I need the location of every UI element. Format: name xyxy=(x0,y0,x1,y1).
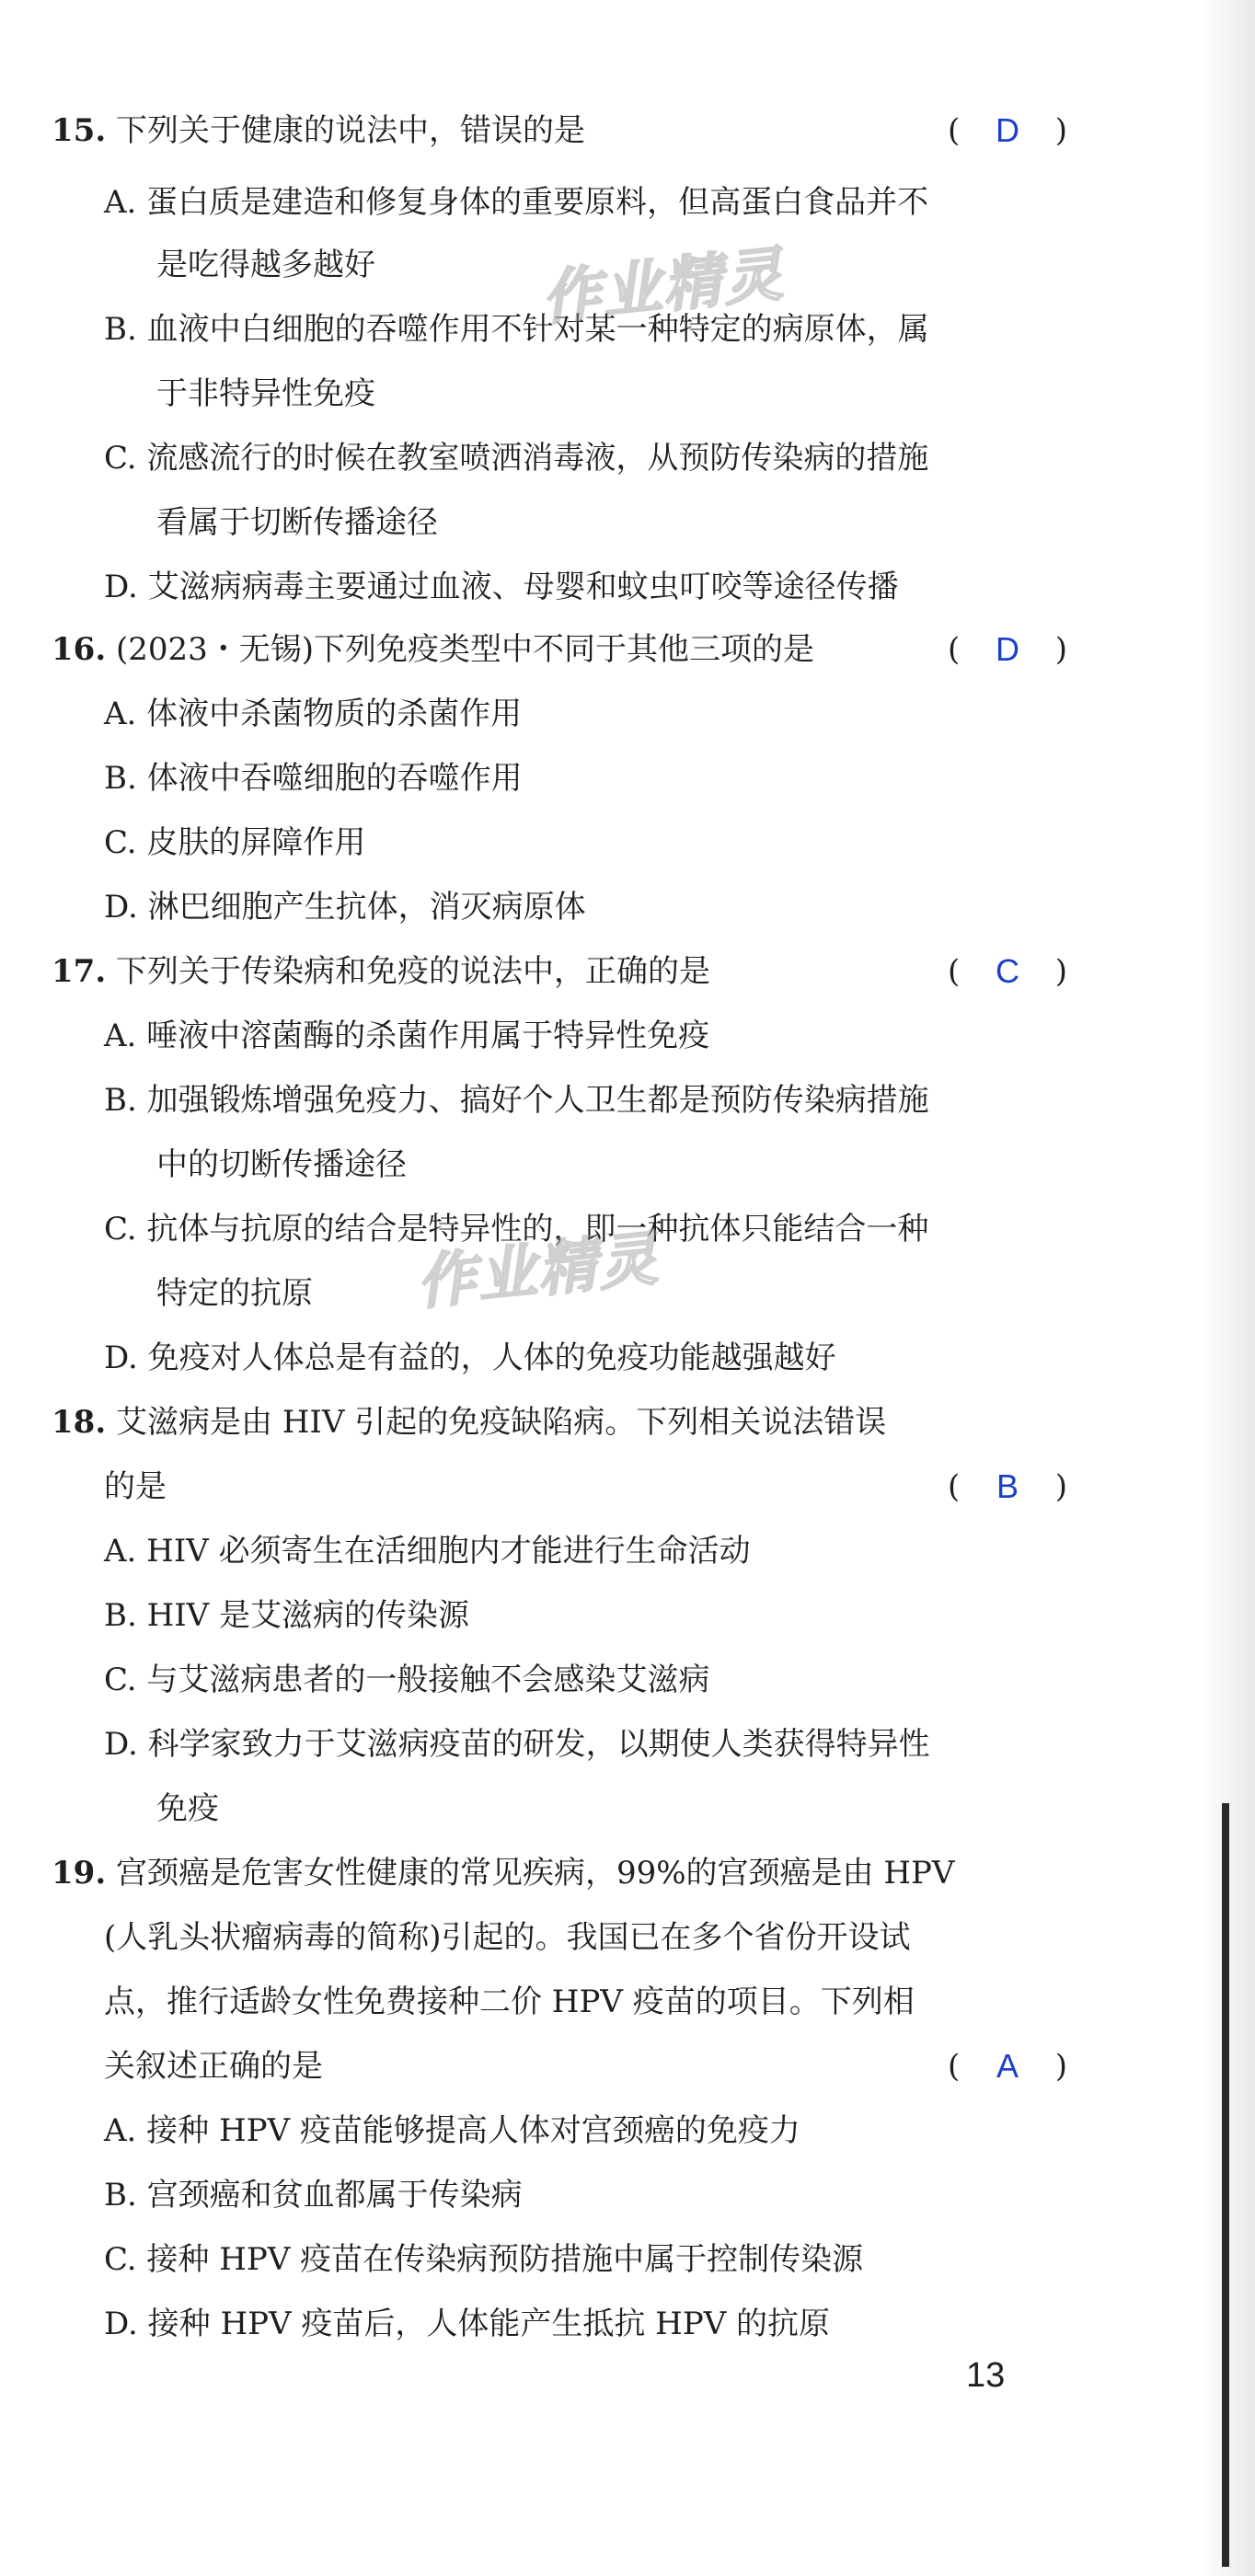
option-line: C. 接种 HPV 疫苗在传染病预防措施中属于控制传染源 xyxy=(104,2241,864,2278)
option-line: A. 体液中杀菌物质的杀菌作用 xyxy=(104,696,523,732)
answer-paren-open: ( xyxy=(948,1468,961,1505)
option-line: B. 宫颈癌和贫血都属于传染病 xyxy=(104,2177,523,2214)
option-line: C. 流感流行的时候在教室喷洒消毒液，从预防传染病的措施 xyxy=(104,440,929,477)
question-16-answer xyxy=(948,629,1067,670)
answer-letter: D xyxy=(996,630,1019,668)
watermark-logo: 作业精灵 xyxy=(413,1225,662,1318)
page-number: 13 xyxy=(966,2356,1006,2395)
question-stem-text: 宫颈癌是危害女性健康的常见疾病，99%的宫颈癌是由 HPV xyxy=(115,1855,955,1892)
option-line: D. 科学家致力于艾滋病疫苗的研发，以期使人类获得特异性 xyxy=(104,1726,930,1763)
question-16-stem xyxy=(52,629,814,670)
answer-letter: B xyxy=(996,1467,1019,1505)
answer-paren-close: ) xyxy=(1054,953,1067,990)
answer-letter: A xyxy=(996,2047,1019,2085)
option-line: 于非特异性免疫 xyxy=(156,375,375,412)
question-stem-text: 下列关于传染病和免疫的说法中，正确的是 xyxy=(115,953,710,990)
option-line: 是吃得越多越好 xyxy=(156,247,375,283)
question-19-stem xyxy=(52,1853,954,1893)
question-19-stem-line-2: (人乳头状瘤病毒的简称)引起的。我国已在多个省份开设试 xyxy=(104,1919,911,1956)
option-line: A. 接种 HPV 疫苗能够提高人体对宫颈癌的免疫力 xyxy=(104,2112,800,2149)
option-line: 特定的抗原 xyxy=(156,1275,313,1312)
question-number: 15. xyxy=(52,112,107,149)
option-line: A. 唾液中溶菌酶的杀菌作用属于特异性免疫 xyxy=(104,1018,710,1054)
answer-paren-close: ) xyxy=(1054,2048,1067,2085)
answer-paren-close: ) xyxy=(1054,112,1067,149)
answer-paren-open: ( xyxy=(948,2048,961,2085)
option-line: 中的切断传播途径 xyxy=(156,1146,407,1183)
answer-paren-close: ) xyxy=(1054,631,1067,668)
question-stem-text: 下列关于健康的说法中，错误的是 xyxy=(115,112,585,149)
option-line: A. HIV 必须寄生在活细胞内才能进行生命活动 xyxy=(104,1533,751,1570)
question-19-answer xyxy=(948,2046,1067,2087)
question-number: 17. xyxy=(52,953,107,990)
question-stem-text: (2023・无锡)下列免疫类型中不同于其他三项的是 xyxy=(115,631,815,668)
option-line: B. HIV 是艾滋病的传染源 xyxy=(104,1597,470,1634)
question-18-answer xyxy=(948,1466,1067,1507)
option-line: D. 接种 HPV 疫苗后，人体能产生抵抗 HPV 的抗原 xyxy=(104,2306,831,2342)
option-line: 免疫 xyxy=(156,1790,219,1827)
question-17-answer xyxy=(948,951,1067,992)
question-stem-text: 艾滋病是由 HIV 引起的免疫缺陷病。下列相关说法错误 xyxy=(115,1404,887,1441)
binding-line xyxy=(1222,1803,1229,2567)
answer-letter: C xyxy=(996,952,1019,990)
answer-paren-open: ( xyxy=(948,112,961,149)
option-line: D. 免疫对人体总是有益的，人体的免疫功能越强越好 xyxy=(104,1340,836,1376)
question-15-answer xyxy=(948,110,1067,151)
option-line: C. 抗体与抗原的结合是特异性的，即一种抗体只能结合一种 xyxy=(104,1211,929,1248)
question-17-stem xyxy=(52,951,710,992)
answer-paren-open: ( xyxy=(948,631,961,668)
option-line: A. 蛋白质是建造和修复身体的重要原料，但高蛋白食品并不 xyxy=(104,184,929,221)
option-line: B. 加强锻炼增强免疫力、搞好个人卫生都是预防传染病措施 xyxy=(104,1082,929,1119)
answer-letter: D xyxy=(996,111,1019,149)
question-19-stem-line-3: 点，推行适龄女性免费接种二价 HPV 疫苗的项目。下列相 xyxy=(104,1984,915,2020)
option-line: C. 与艾滋病患者的一般接触不会感染艾滋病 xyxy=(104,1662,710,1698)
question-number: 19. xyxy=(52,1855,107,1892)
question-18-stem xyxy=(52,1402,886,1443)
question-number: 16. xyxy=(52,631,107,668)
option-line: D. 淋巴细胞产生抗体，消灭病原体 xyxy=(104,889,586,926)
option-line: B. 体液中吞噬细胞的吞噬作用 xyxy=(104,760,523,797)
answer-paren-close: ) xyxy=(1054,1468,1067,1505)
answer-paren-open: ( xyxy=(948,953,961,990)
question-15-stem xyxy=(52,110,585,151)
watermark-logo: 作业精灵 xyxy=(538,240,788,334)
option-line: 看属于切断传播途径 xyxy=(156,504,438,541)
question-number: 18. xyxy=(52,1404,107,1441)
question-18-stem-line-2: 的是 xyxy=(104,1468,167,1505)
option-line: D. 艾滋病病毒主要通过血液、母婴和蚊虫叮咬等途径传播 xyxy=(104,569,899,605)
question-19-stem-line-4: 关叙述正确的是 xyxy=(104,2048,323,2085)
option-line: B. 血液中白细胞的吞噬作用不针对某一种特定的病原体，属 xyxy=(104,311,929,348)
option-line: C. 皮肤的屏障作用 xyxy=(104,824,366,861)
